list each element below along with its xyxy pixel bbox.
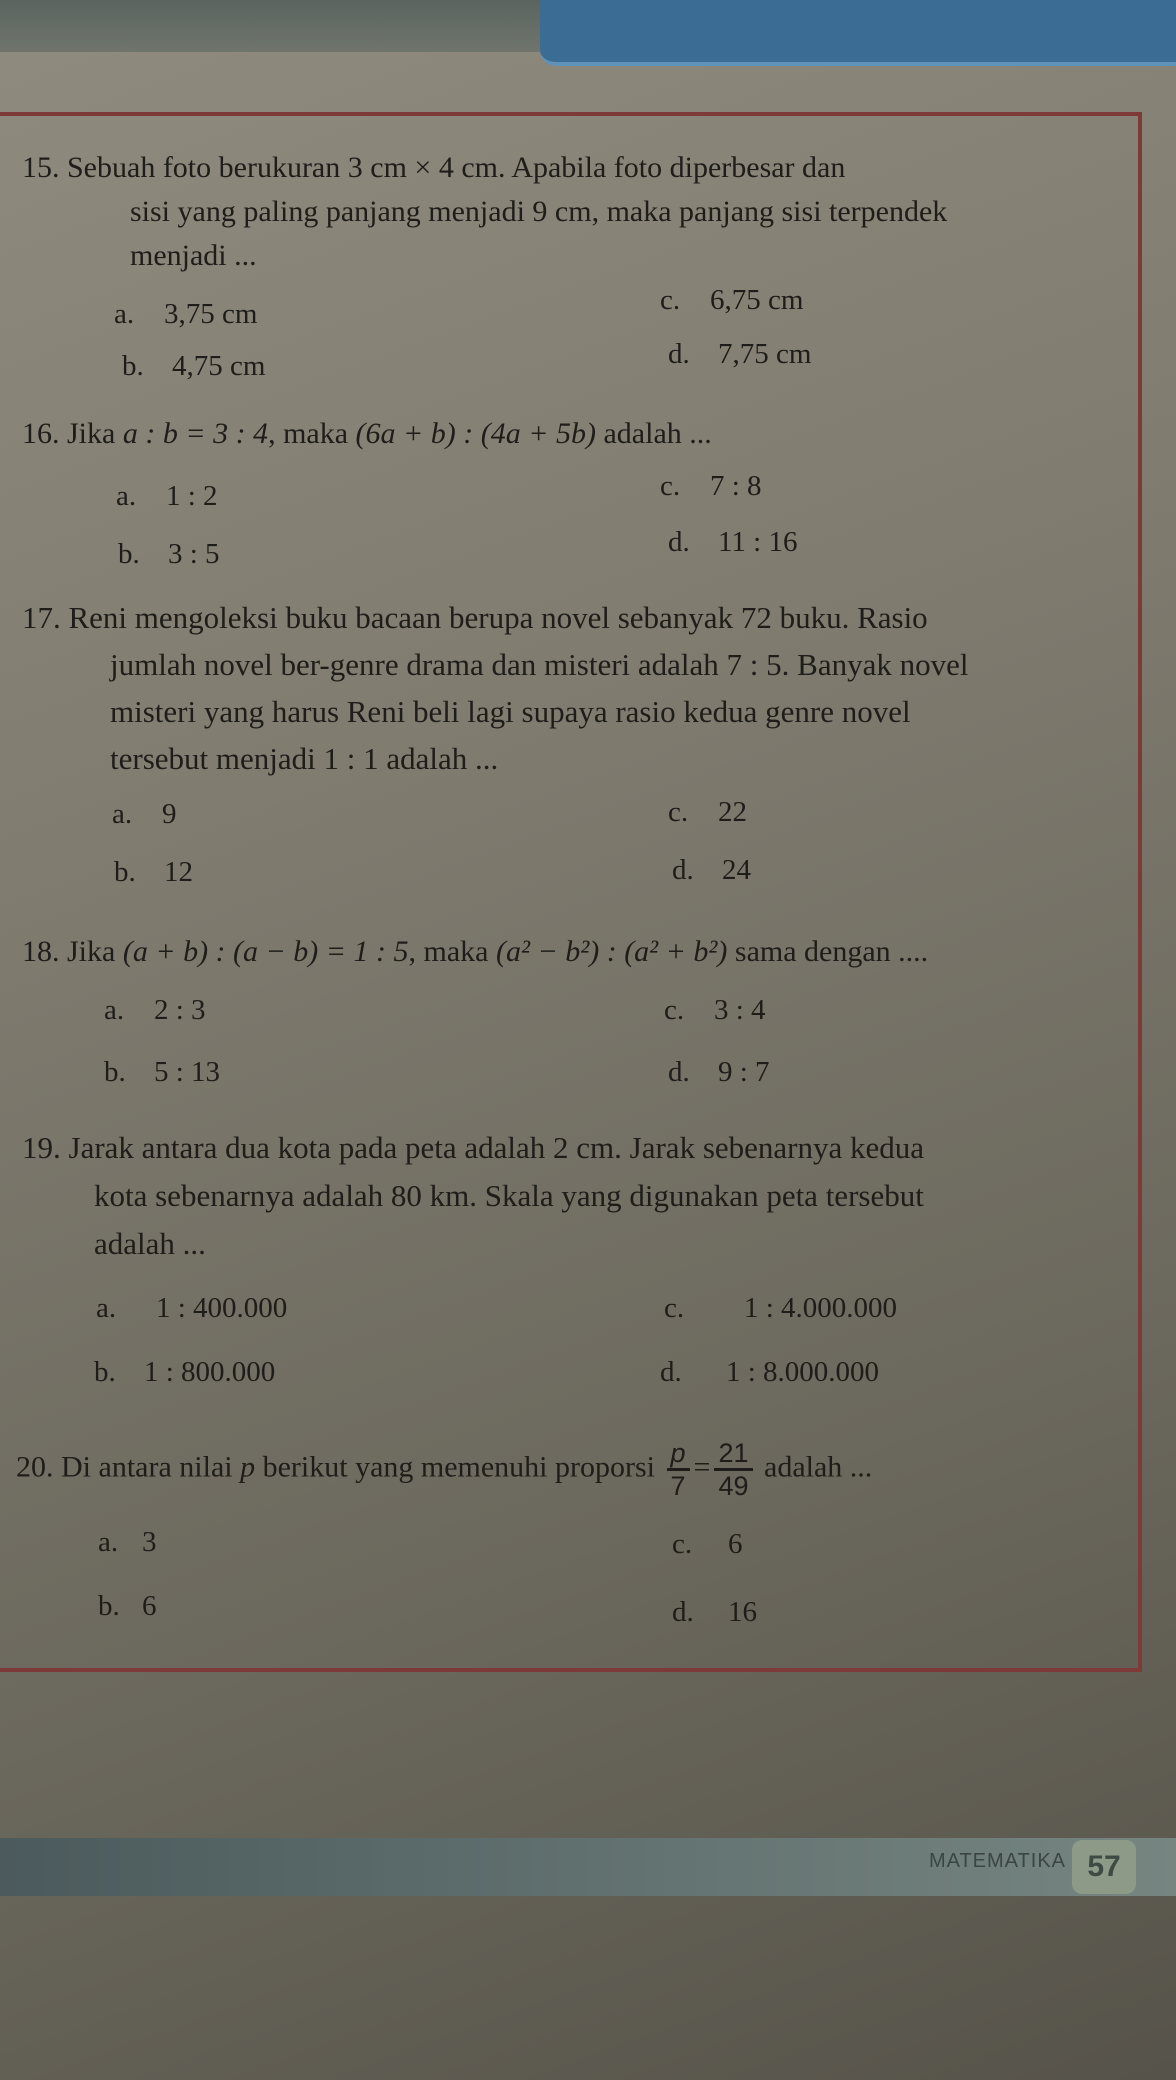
option-19a: a. 1 : 400.000 [96,1292,288,1324]
question-number: 16. [22,417,60,450]
option-15c: c. 6,75 cm [660,284,804,316]
question-stem-line: Jarak antara dua kota pada peta adalah 2 cm. Jarak sebenarnya kedua [68,1130,925,1165]
question-stem-line: menjadi ... [130,239,257,272]
option-19d: d. 1 : 8.000.000 [660,1356,880,1388]
option-19b: b. 1 : 800.000 [94,1356,276,1388]
question-stem-line: kota sebenarnya adalah 80 km. Skala yang digunakan peta tersebut [94,1178,924,1213]
question-stem-line: tersebut menjadi 1 : 1 adalah ... [110,741,499,776]
option-20b: b. 6 [98,1590,157,1622]
option-17d: d. 24 [672,854,751,886]
question-stem-line: Sebuah foto berukuran 3 cm × 4 cm. Apabila foto diperbesar dan [67,151,846,184]
option-17a: a. 9 [112,798,177,830]
equals-sign: = [693,1450,711,1484]
question-stem-line: Reni mengoleksi buku bacaan berupa novel sebanyak 72 buku. Rasio [68,600,928,635]
question-number: 18. [22,935,60,968]
footer-label: MATEMATIKA [928,1850,1066,1872]
math-expression: (a + b) : (a − b) = 1 : 5 [122,935,409,968]
question-stem-line: jumlah novel ber-genre drama dan misteri adalah 7 : 5. Banyak novel [110,647,969,682]
page-number: 57 [1072,1840,1136,1894]
page-top-edge [0,0,540,52]
fraction-p-over-7: $\frac{p}{7}$ [667,1438,690,1501]
option-15a: a. 3,75 cm [114,298,258,330]
math-variable: p [240,1450,256,1484]
option-18b: b. 5 : 13 [104,1056,221,1088]
option-16b: b. 3 : 5 [118,538,220,570]
question-19 [22,1124,1132,1268]
question-stem-line: sisi yang paling panjang menjadi 9 cm, maka panjang sisi terpendek [130,195,948,228]
question-15 [22,146,1102,278]
fraction-21-over-49: $\frac{21}{49}$ [714,1438,752,1501]
option-20c: c. 6 [672,1528,743,1560]
math-expression: a : b = 3 : 4 [122,417,269,450]
option-16a: a. 1 : 2 [116,480,218,512]
math-expression: (a² − b²) : (a² + b²) [495,935,728,968]
option-17c: c. 22 [668,796,747,828]
option-15d: d. 7,75 cm [668,338,812,370]
question-number: 20. [16,1450,54,1484]
question-number: 17. [22,600,61,635]
option-18c: c. 3 : 4 [664,994,766,1026]
option-19c: c. 1 : 4.000.000 [664,1292,898,1324]
option-16c: c. 7 : 8 [660,470,762,502]
question-number: 19. [22,1130,61,1165]
question-stem-line: misteri yang harus Reni beli lagi supaya rasio kedua genre novel [110,694,911,729]
header-banner [540,0,1176,66]
question-16: 16. Jika a : b = 3 : 4, maka (6a + b) : (4a + 5b) adalah ... [22,417,712,450]
question-20: 20. Di antara nilai p berikut yang memenuhi proporsi $\frac{p}{7}$ = $\frac{21}{49}$ adalah ... [16,1438,873,1501]
option-15b: b. 4,75 cm [122,350,266,382]
option-20a: a. 3 [98,1526,157,1558]
question-17 [22,594,1112,782]
math-expression: (6a + b) : (4a + 5b) [355,417,596,450]
question-stem-line: adalah ... [94,1226,206,1261]
option-18a: a. 2 : 3 [104,994,206,1026]
option-18d: d. 9 : 7 [668,1056,770,1088]
option-17b: b. 12 [114,856,193,888]
question-18: 18. Jika (a + b) : (a − b) = 1 : 5, maka (a² − b²) : (a² + b²) sama dengan .... [22,935,929,968]
option-20d: d. 16 [672,1596,757,1628]
option-16d: d. 11 : 16 [668,526,798,558]
question-number: 15. [22,151,60,184]
